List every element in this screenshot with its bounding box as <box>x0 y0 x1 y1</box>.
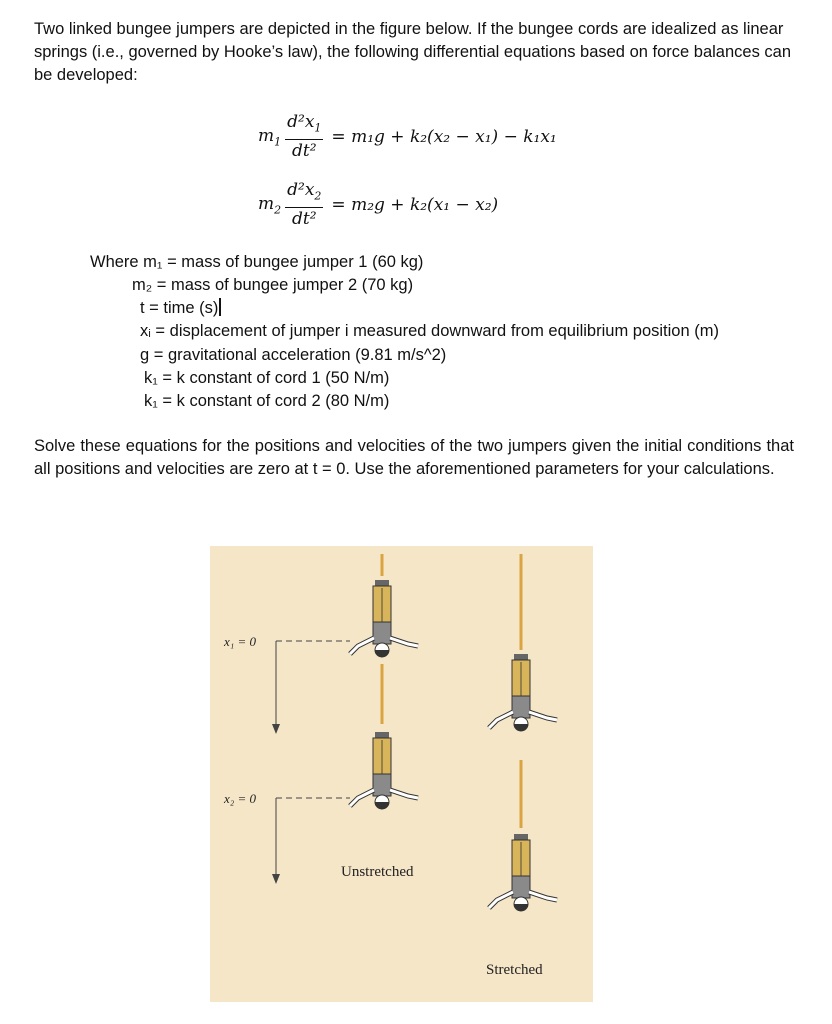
eq1-mass: $m_1$ <box>258 125 282 148</box>
equation-1 <box>258 112 557 161</box>
eq2-rhs: = m₂g + k₂(x₁ − x₂) <box>331 194 499 215</box>
bungee-figure <box>210 546 593 1002</box>
text-cursor <box>219 298 221 316</box>
solve-paragraph: Solve these equations for the positions and velocities of the two jumpers given the initial conditions that all positions and velocities are zero at t = 0. Use the aforementioned parameters for your calculations. <box>34 437 794 478</box>
intro-paragraph: Two linked bungee jumpers are depicted in the figure below. If the bungee cords are idealized as linear springs (i.e., governed by Hooke’s law), the following differential equations based on force balances can be developed: <box>34 20 792 84</box>
eq2-fraction: $\frac{d^2x_2}{\text{dt²}}$ <box>287 180 322 230</box>
x2-zero-label: x₂ = 0 <box>224 791 257 806</box>
eq1-rhs: = m₁g + k₂(x₂ − x₁) − k₁x₁ <box>331 126 557 147</box>
eq2-mass: $m_2$ <box>258 193 282 216</box>
equation-2 <box>258 180 498 229</box>
unstretched-label: Unstretched <box>341 864 414 880</box>
eq1-fraction: $\frac{d^2x_1}{\text{dt²}}$ <box>287 112 322 162</box>
def-xi: xᵢ = displacement of jumper i measured downward from equilibrium position (m) <box>140 322 719 340</box>
figure-background <box>210 546 593 1002</box>
def-k1: k₁ = k constant of cord 1 (50 N/m) <box>144 369 390 387</box>
def-k2: k₁ = k constant of cord 2 (80 N/m) <box>144 392 390 410</box>
def-t: t = time (s) <box>140 297 221 320</box>
def-m1: Where m₁ = mass of bungee jumper 1 (60 kg) <box>90 253 424 271</box>
x1-zero-label: x₁ = 0 <box>224 634 257 649</box>
def-g: g = gravitational acceleration (9.81 m/s^2) <box>140 346 447 364</box>
stretched-label: Stretched <box>486 962 543 978</box>
def-m2: m₂ = mass of bungee jumper 2 (70 kg) <box>132 276 414 294</box>
